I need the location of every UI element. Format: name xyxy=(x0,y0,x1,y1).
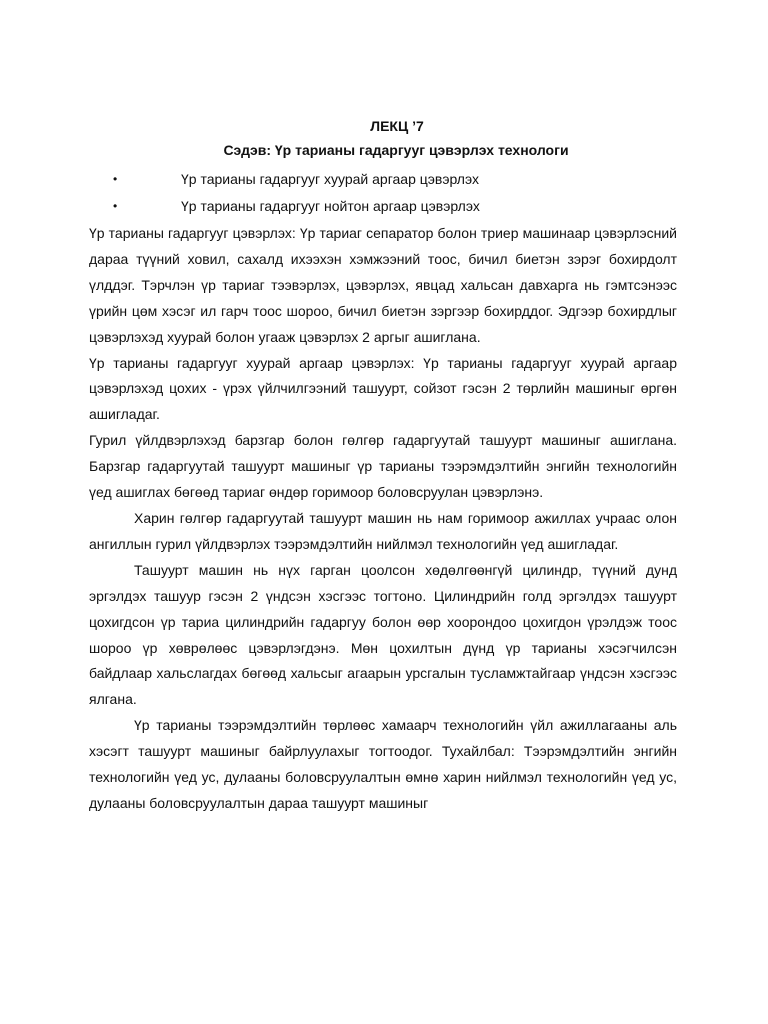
bullet-dot-icon: • xyxy=(113,199,118,213)
paragraph-smooth-surface: Харин гөлгөр гадаргуутай ташуурт машин нь нам горимоор ажиллах учраас олон ангиллын гурил үйлдвэрлэх тээрэмдэлтийн нийлмэл технологийн үед ашигладаг. xyxy=(89,509,677,552)
paragraph-machine-structure: Ташуурт машин нь нүх гарган цоолсон хөдөлгөөнгүй цилиндр, түүний дунд эргэлдэх ташуур гэсэн 2 үндсэн хэсгээс тогтоно. Цилиндрийн голд эргэлдэх ташуурт цохигдсон үр тариа цилиндрийн гадаргуу болон өөр хоорондоо цохигдон үрэлдэж тоос шороо үр хөврөлөөс цэвэрлэгдэнэ. Мөн цохилтын дүнд үр тарианы хэсэгчилсэн байдлаар хальслагдах бөгөөд хальсыг агаарын урсгалын тусламжтайгаар үндсэн хэсгээс ялгана. xyxy=(89,561,677,708)
bullet-dot-icon: • xyxy=(113,172,118,186)
paragraph-placement: Үр тарианы тээрэмдэлтийн төрлөөс хамаарч технологийн үйл ажиллагааны аль хэсэгт ташуурт машиныг байрлуулахыг тогтоодог. Тухайлбал: Тээрэмдэлтийн энгийн технологийн үед ус, дулааны боловсруулалтын өмнө харин нийлмэл технологийн үед ус, дулааны боловсруулалтын дараа ташуурт машиныг xyxy=(89,717,677,811)
body-text xyxy=(89,221,677,817)
bullet-text: Үр тарианы гадаргууг нойтон аргаар цэвэрлэх xyxy=(181,198,480,214)
bullet-item xyxy=(0,197,768,224)
paragraph-dry-cleaning: Үр тарианы гадаргууг хуурай аргаар цэвэрлэх: Үр тарианы гадаргууг хуурай аргаар цэвэрлэхэд цохих - үрэх үйлчилгээний ташуурт, сойзот гэсэн 2 төрлийн машиныг өргөн ашигладаг. xyxy=(89,354,677,423)
paragraph-intro: Үр тарианы гадаргууг цэвэрлэх: Үр тариаг сепаратор болон триер машинаар цэвэрлэсний дараа түүний ховил, сахалд ихээхэн хэмжээний тоос, бичил биетэн зэрэг бохирдолт үлддэг. Тэрчлэн үр тариаг тээвэрлэх, цэвэрлэх, явцад хальсан давхарга нь гэмтсэнээс үрийн цөм хэсэг ил гарч тоос шороо, бичил биетэн зэргээр бохирддог. Эдгээр бохирдлыг цэвэрлэхэд хуурай болон угааж цэвэрлэх 2 аргыг ашиглана. xyxy=(89,225,677,345)
paragraph-flour-production: Гурил үйлдвэрлэхэд барзгар болон гөлгөр гадаргуутай ташуурт машиныг ашиглана. Барзгар гадаргуутай ташуурт машиныг үр тарианы тээрэмдэлтийн энгийн технологийн үед ашиглах бөгөөд тариаг өндөр горимоор боловсруулан цэвэрлэнэ. xyxy=(89,432,677,501)
bullet-item xyxy=(0,170,768,197)
lecture-title: ЛЕКЦ ’7 xyxy=(370,118,424,134)
bullet-text: Үр тарианы гадаргууг хуурай аргаар цэвэрлэх xyxy=(181,171,479,187)
bullet-list xyxy=(0,170,768,224)
topic-heading: Сэдэв: Үр тарианы гадаргууг цэвэрлэх технологи xyxy=(223,142,569,158)
